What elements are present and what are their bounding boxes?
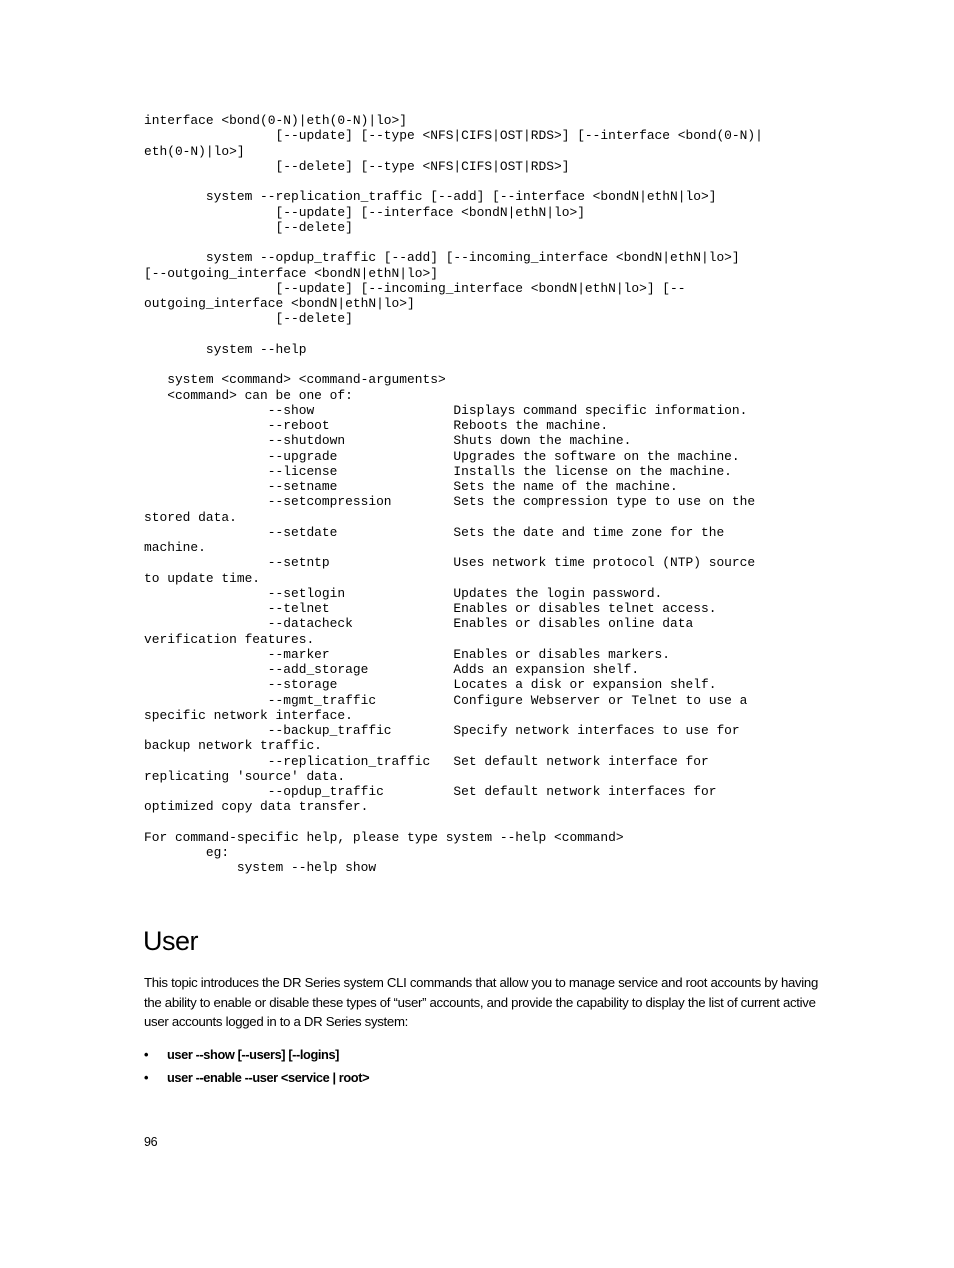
code-line: [144, 357, 844, 372]
code-line: [144, 235, 844, 250]
code-line: system --replication_traffic [--add] [--interface <bondN|ethN|lo>]: [144, 189, 717, 205]
code-line: interface <bond(0-N)|eth(0-N)|lo>]: [144, 113, 408, 128]
code-line: outgoing_interface <bondN|ethN|lo>]: [144, 296, 415, 311]
code-line: to update time.: [144, 570, 261, 586]
code-line: --setntp Uses network time protocol (NTP) source: [144, 555, 756, 571]
bullet-icon: •: [144, 1047, 149, 1062]
code-line: --add_storage Adds an expansion shelf.: [144, 662, 640, 677]
code-line: For command-specific help, please type system --help <command>: [144, 829, 624, 845]
code-line: stored data.: [144, 509, 237, 525]
list-item: [144, 1045, 369, 1068]
cli-code-block: [144, 113, 844, 876]
bullet-icon: •: [144, 1070, 149, 1085]
code-line: system <command> <command-arguments>: [144, 372, 446, 388]
code-line: [144, 327, 844, 342]
code-line: system --help: [144, 341, 307, 357]
code-line: eg:: [144, 845, 230, 860]
code-line: --setcompression Sets the compression type to use on the: [144, 494, 756, 510]
code-line: --license Installs the license on the machine.: [144, 463, 732, 479]
code-line: --setdate Sets the date and time zone for the: [144, 524, 725, 540]
code-line: --show Displays command specific information.: [144, 402, 748, 418]
code-line: --reboot Reboots the machine.: [144, 418, 609, 433]
code-line: --shutdown Shuts down the machine.: [144, 433, 632, 449]
code-line: machine.: [144, 540, 206, 555]
code-line: --opdup_traffic Set default network interfaces for: [144, 784, 717, 799]
code-line: [--update] [--interface <bondN|ethN|lo>]: [144, 204, 585, 220]
code-line: --datacheck Enables or disables online data: [144, 616, 694, 632]
list-item: [144, 1068, 369, 1091]
code-line: --setname Sets the name of the machine.: [144, 479, 678, 494]
code-line: replicating 'source' data.: [144, 768, 346, 784]
code-line: verification features.: [144, 631, 315, 647]
command-text: user --enable --user <service | root>: [167, 1070, 370, 1085]
code-line: [--delete] [--type <NFS|CIFS|OST|RDS>]: [144, 158, 570, 174]
code-line: --marker Enables or disables markers.: [144, 646, 671, 662]
code-line: specific network interface.: [144, 707, 353, 723]
code-line: --upgrade Upgrades the software on the machine.: [144, 448, 740, 464]
code-line: --backup_traffic Specify network interfaces to use for: [144, 723, 740, 738]
code-line: [144, 174, 844, 189]
code-line: --mgmt_traffic Configure Webserver or Telnet to use a: [144, 692, 748, 708]
code-line: [--update] [--incoming_interface <bondN|ethN|lo>] [--: [144, 280, 686, 296]
code-line: [--outgoing_interface <bondN|ethN|lo>]: [144, 265, 438, 281]
code-line: --setlogin Updates the login password.: [144, 585, 663, 601]
code-line: eth(0-N)|lo>]: [144, 143, 245, 159]
code-line: <command> can be one of:: [144, 387, 353, 403]
code-line: [--delete]: [144, 219, 353, 235]
code-line: system --help show: [144, 860, 377, 876]
section-heading: User: [143, 926, 199, 956]
code-line: --storage Locates a disk or expansion shelf.: [144, 677, 717, 693]
code-line: --replication_traffic Set default network interface for: [144, 753, 709, 769]
code-line: [144, 815, 844, 830]
code-line: [--delete]: [144, 311, 353, 327]
page-number: 96: [144, 1135, 158, 1149]
code-line: optimized copy data transfer.: [144, 799, 369, 815]
code-line: system --opdup_traffic [--add] [--incoming_interface <bondN|ethN|lo>]: [144, 250, 740, 266]
code-line: backup network traffic.: [144, 738, 322, 754]
code-line: [--update] [--type <NFS|CIFS|OST|RDS>] [--interface <bond(0-N)|: [144, 128, 763, 144]
section-intro-paragraph: This topic introduces the DR Series system CLI commands that allow you to manage service and root accounts by having the ability to enable or disable these types of “user” accounts, and provide the capability to display the list of current active user accounts logged in to a DR Series system:: [144, 975, 819, 1029]
code-line: --telnet Enables or disables telnet access.: [144, 601, 717, 616]
command-text: user --show [--users] [--logins]: [167, 1047, 340, 1062]
command-bullet-list: [144, 1045, 369, 1091]
